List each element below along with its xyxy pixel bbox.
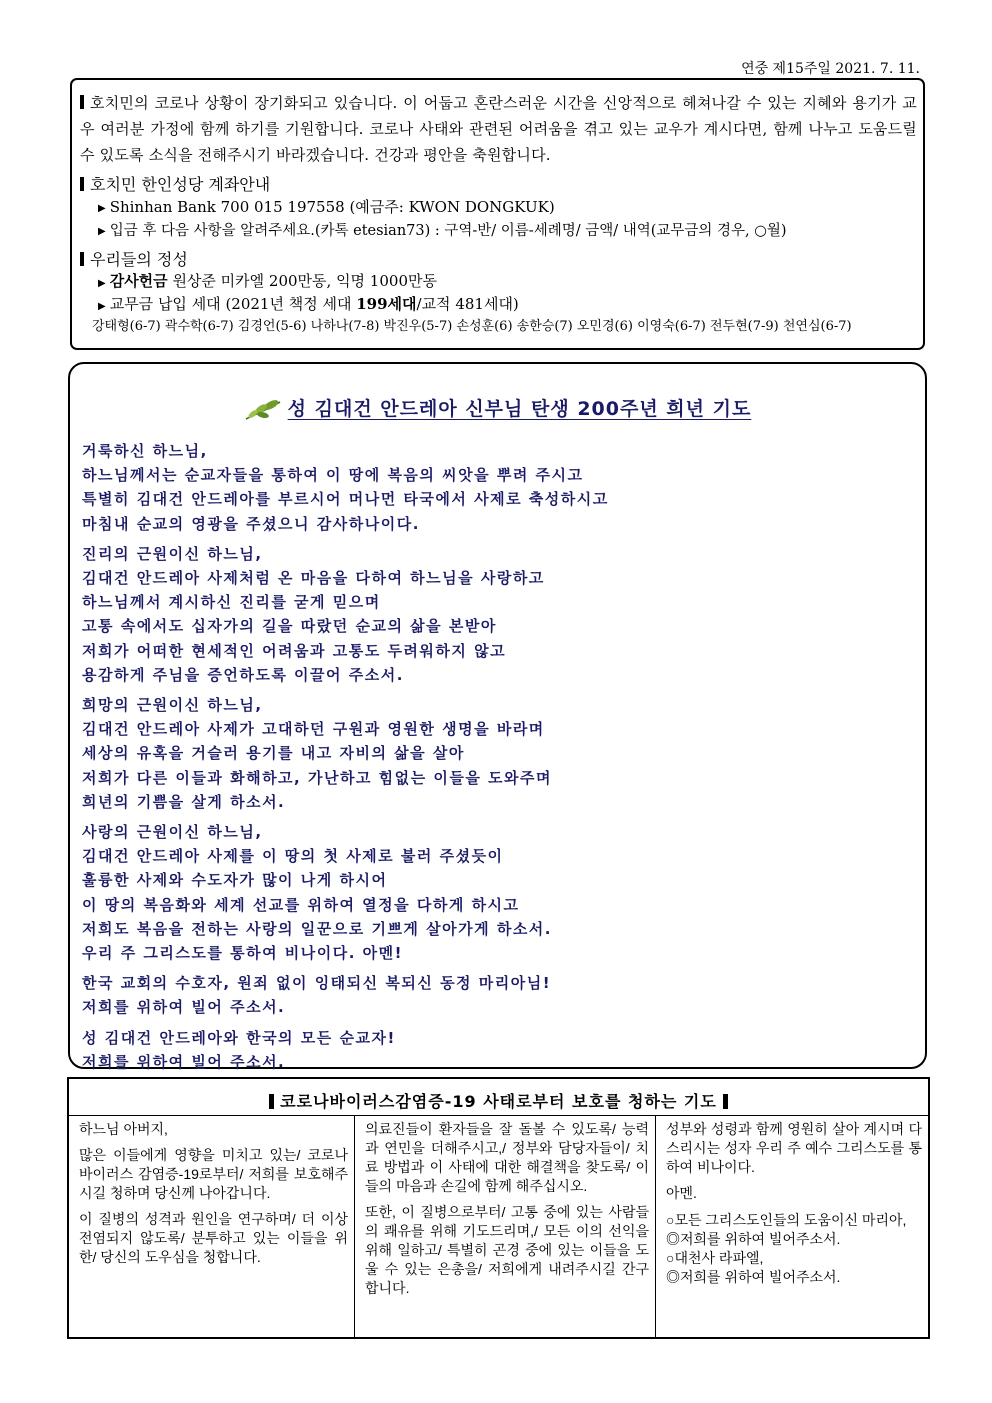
prayer-line: 사랑의 근원이신 하느님, bbox=[82, 823, 263, 842]
corona-paragraph: 하느님 아버지, bbox=[79, 1121, 168, 1137]
prayer-line: 이 땅의 복음화와 세계 선교를 위하여 열정을 다하게 하시고 bbox=[82, 895, 520, 914]
account-note: ▶ 입금 후 다음 사항을 알려주세요.(카톡 etesian73) : 구역-반/ 이름-세례명/ 금액/ 내역(교무금의 경우, ○월) bbox=[80, 220, 917, 243]
prayer-line: 거룩하신 하느님, bbox=[82, 442, 208, 460]
prayer-stanza bbox=[82, 693, 915, 814]
square-bullet-icon bbox=[80, 177, 84, 191]
prayer-stanza bbox=[82, 1026, 915, 1074]
prayer-line: 저희가 어떠한 현세적인 어려움과 고통도 두려워하지 않고 bbox=[82, 641, 507, 660]
prayer-line: 김대건 안드레아 사제처럼 온 마음을 다하여 하느님을 사랑하고 bbox=[82, 569, 545, 588]
prayer-stanza bbox=[82, 542, 915, 687]
corona-column-3 bbox=[656, 1116, 928, 1337]
prayer-line: 하느님께서는 순교자들을 통하여 이 땅에 복음의 씨앗을 뿌려 주시고 bbox=[82, 466, 584, 485]
corona-paragraph: ◎저희를 위하여 빌어주소서. bbox=[666, 1269, 841, 1285]
square-bullet-icon bbox=[80, 252, 84, 266]
jubilee-prayer-box bbox=[68, 362, 927, 1069]
prayer-line: 한국 교회의 수호자, 원죄 없이 잉태되신 복되신 동정 마리아님! bbox=[82, 974, 552, 993]
prayer-line: 희망의 근원이신 하느님, bbox=[82, 696, 263, 715]
prayer-line: 특별히 김대건 안드레아를 부르시어 머나먼 타국에서 사제로 축성하시고 bbox=[82, 490, 609, 509]
triangle-bullet-icon: ▶ bbox=[98, 301, 106, 312]
corona-paragraph: ◎저희를 위하여 빌어주소서. bbox=[666, 1231, 841, 1247]
leaf-icon bbox=[244, 399, 282, 425]
corona-prayer-columns bbox=[69, 1115, 928, 1337]
square-bullet-icon bbox=[723, 1094, 728, 1109]
account-heading: 호치민 한인성당 계좌안내 bbox=[80, 174, 917, 196]
thanks-offering: ▶ 감사헌금 원상준 미카엘 200만동, 익명 1000만동 bbox=[98, 272, 437, 290]
triangle-bullet-icon: ▶ bbox=[98, 226, 106, 237]
prayer-line: 우리 주 그리스도를 통하여 비나이다. 아멘! bbox=[82, 944, 403, 963]
prayer-body bbox=[82, 439, 915, 1080]
prayer-title-row bbox=[70, 394, 925, 425]
corona-paragraph: 아멘. bbox=[666, 1185, 697, 1201]
corona-paragraph: 성부와 성령과 함께 영원히 살아 계시며 다스리시는 성자 우리 주 예수 그리스도를 통하여 비나이다. bbox=[666, 1121, 922, 1175]
corona-prayer-title: 코로나바이러스감염증-19 사태로부터 보호를 청하는 기도 bbox=[69, 1089, 928, 1112]
tithe-names: 강태형(6-7) 곽수학(6-7) 김경언(5-6) 나하나(7-8) 박진우(5-7) 손성훈(6) 송한승(7) 오민경(6) 이영숙(6-7) 전두현(7-9) 천연심(6-7) bbox=[92, 319, 852, 334]
corona-paragraph: ○모든 그리스도인들의 도움이신 마리아, bbox=[666, 1212, 907, 1228]
prayer-line: 김대건 안드레아 사제를 이 땅의 첫 사제로 불러 주셨듯이 bbox=[82, 847, 504, 866]
prayer-line: 김대건 안드레아 사제가 고대하던 구원과 영원한 생명을 바라며 bbox=[82, 720, 545, 739]
triangle-bullet-icon: ▶ bbox=[98, 278, 106, 289]
prayer-line: 용감하게 주님을 증언하도록 이끌어 주소서. bbox=[82, 665, 404, 684]
corona-paragraph: 이 질병의 성격과 원인을 연구하며/ 더 이상 전염되지 않도록/ 분투하고 있는 이들을 위한/ 당신의 도우심을 청합니다. bbox=[79, 1211, 348, 1265]
prayer-line: 하느님께서 계시하신 진리를 굳게 믿으며 bbox=[82, 593, 381, 612]
prayer-line: 성 김대건 안드레아와 한국의 모든 순교자! bbox=[82, 1028, 396, 1047]
corona-column-1 bbox=[69, 1116, 354, 1337]
prayer-line: 희년의 기쁨을 살게 하소서. bbox=[82, 792, 286, 811]
corona-paragraph: ○대천사 라파엘, bbox=[666, 1250, 764, 1266]
prayer-line: 세상의 유혹을 거슬러 용기를 내고 자비의 삶을 살아 bbox=[82, 744, 465, 763]
prayer-line: 저희도 복음을 전하는 사랑의 일꾼으로 기쁘게 살아가게 하소서. bbox=[82, 919, 552, 938]
prayer-line: 훌륭한 사제와 수도자가 많이 나게 하시어 bbox=[82, 871, 388, 890]
prayer-line: 저희를 위하여 빌어 주소서. bbox=[82, 998, 286, 1017]
square-bullet-icon bbox=[269, 1094, 274, 1109]
prayer-line: 고통 속에서도 십자가의 길을 따랐던 순교의 삶을 본받아 bbox=[82, 617, 497, 636]
prayer-line: 저희를 위하여 빌어 주소서. bbox=[82, 1052, 286, 1071]
tithe-summary: ▶ 교무금 납입 세대 (2021년 책정 세대 199세대/교적 481세대) bbox=[98, 295, 519, 313]
prayer-stanza bbox=[82, 971, 915, 1019]
notice-box bbox=[70, 78, 925, 350]
offering-heading: 우리들의 정성 bbox=[80, 249, 917, 271]
account-line: ▶ Shinhan Bank 700 015 197558 (예금주: KWON DONGKUK) bbox=[80, 196, 917, 220]
prayer-title: 성 김대건 안드레아 신부님 탄생 200주년 희년 기도 bbox=[287, 398, 752, 420]
bulletin-date: 연중 제15주일 2021. 7. 11. bbox=[741, 61, 920, 77]
corona-paragraph: 많은 이들에게 영향을 미치고 있는/ 코로나 바이러스 감염증-19로부터/ 저희를 보호해주시길 청하며 당신께 나아갑니다. bbox=[79, 1147, 348, 1201]
triangle-bullet-icon: ▶ bbox=[98, 203, 106, 214]
prayer-line: 진리의 근원이신 하느님, bbox=[82, 544, 263, 563]
notice-intro bbox=[80, 90, 917, 168]
corona-paragraph: 또한, 이 질병으로부터/ 고통 중에 있는 사람들의 쾌유를 위해 기도드리며,/ 모든 이의 선익을 위해 일하고/ 특별히 곤경 중에 있는 이들을 도울 수 있는 은총을/ 저희에게 내려주시길 간구합니다. bbox=[365, 1204, 649, 1296]
prayer-line: 저희가 다른 이들과 화해하고, 가난하고 힘없는 이들을 도와주며 bbox=[82, 768, 552, 787]
square-bullet-icon bbox=[80, 95, 84, 109]
prayer-line: 마침내 순교의 영광을 주셨으니 감사하나이다. bbox=[82, 514, 420, 533]
notice-intro-text: 호치민의 코로나 상황이 장기화되고 있습니다. 이 어둡고 혼란스러운 시간을 신앙적으로 헤쳐나갈 수 있는 지혜와 용기가 교우 여러분 가정에 함께 하기를 기원합니다. 코로나 사태와 관련된 어려움을 겪고 있는 교우가 계시다면, 함께 나누고 도움드릴 수 있도록 소식을 전해주시기 바라겠습니다. 건강과 평안을 축원합니다. bbox=[80, 94, 917, 164]
prayer-stanza bbox=[82, 820, 915, 965]
prayer-stanza bbox=[82, 439, 915, 536]
corona-paragraph: 의료진들이 환자들을 잘 돌볼 수 있도록/ 능력과 연민을 더해주시고,/ 정부와 담당자들이/ 치료 방법과 이 사태에 대한 해결책을 찾도록/ 이들의 마음과 손길에 함께 해주십시오. bbox=[365, 1121, 649, 1194]
corona-prayer-box bbox=[67, 1077, 930, 1339]
corona-column-2 bbox=[354, 1116, 656, 1337]
